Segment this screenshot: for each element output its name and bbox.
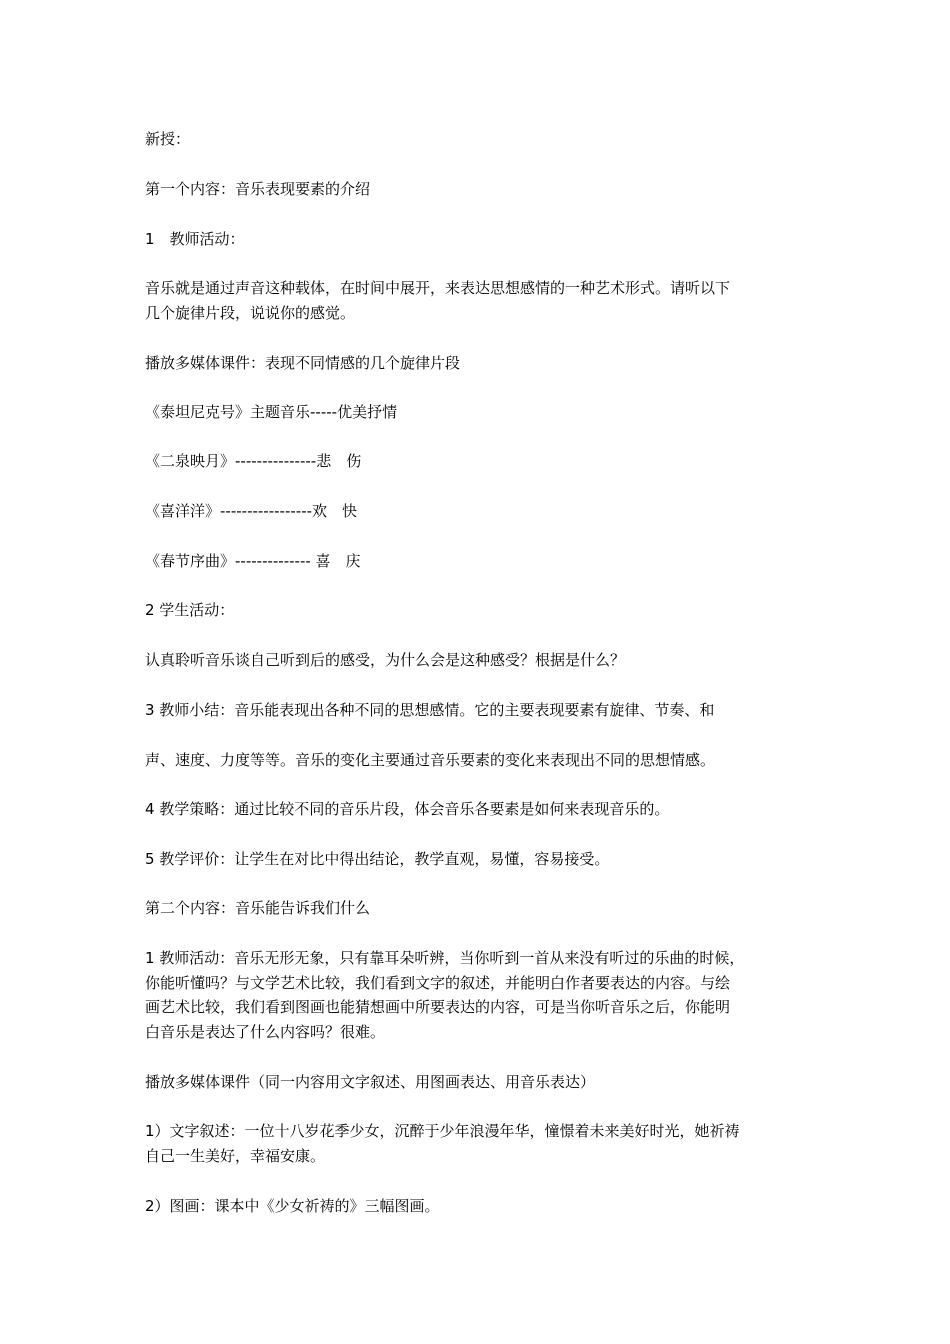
picture-note: 2）图画：课本中《少女祈祷的》三幅图画。 bbox=[145, 1197, 440, 1215]
paragraph-line: 自己一生美好，幸福安康。 bbox=[145, 1146, 326, 1165]
song-item: 《二泉映月》---------------悲 伤 bbox=[145, 452, 362, 470]
section-label: 新授： bbox=[145, 130, 191, 148]
paragraph-line: 你能听懂吗？与文学艺术比较，我们看到文字的叙述，并能明白作者要表达的内容。与绘 bbox=[145, 973, 731, 992]
part2-teacher-paragraph bbox=[145, 946, 810, 1044]
part1-heading: 第一个内容：音乐表现要素的介绍 bbox=[145, 180, 371, 198]
paragraph-line: 1 教师活动：音乐无形无象，只有靠耳朵听辨，当你听到一首从来没有听过的乐曲的时候， bbox=[145, 949, 745, 967]
teaching-strategy: 4 教学策略：通过比较不同的音乐片段，体会音乐各要素是如何来表现音乐的。 bbox=[145, 800, 670, 818]
intro-line: 几个旋律片段，说说你的感觉。 bbox=[145, 303, 356, 322]
song-item: 《春节序曲》-------------- 喜 庆 bbox=[145, 552, 361, 570]
intro-line: 音乐就是通过声音这种载体，在时间中展开，来表达思想感情的一种艺术形式。请听以下 bbox=[145, 279, 731, 297]
song-item: 《喜洋洋》-----------------欢 快 bbox=[145, 502, 358, 520]
multimedia-note: 播放多媒体课件：表现不同情感的几个旋律片段 bbox=[145, 354, 461, 372]
teacher-summary-line: 声、速度、力度等等。音乐的变化主要通过音乐要素的变化来表现出不同的思想情感。 bbox=[145, 751, 716, 769]
paragraph-line: 画艺术比较，我们看到图画也能猜想画中所要表达的内容，可是当你听音乐之后，你能明 bbox=[145, 998, 731, 1016]
part2-heading: 第二个内容：音乐能告诉我们什么 bbox=[145, 899, 371, 917]
student-activity-heading: 2 学生活动： bbox=[145, 601, 235, 619]
teaching-evaluation: 5 教学评价：让学生在对比中得出结论，教学直观，易懂，容易接受。 bbox=[145, 850, 610, 868]
song-item: 《泰坦尼克号》主题音乐-----优美抒情 bbox=[145, 403, 398, 421]
paragraph-line: 白音乐是表达了什么内容吗？很难。 bbox=[145, 1022, 386, 1041]
text-narration-paragraph bbox=[145, 1119, 810, 1168]
paragraph-line: 1）文字叙述：一位十八岁花季少女，沉醉于少年浪漫年华，憧憬着未来美好时光，她祈祷 bbox=[145, 1122, 740, 1140]
student-activity-text: 认真聆听音乐谈自己听到后的感受，为什么会是这种感受？根据是什么？ bbox=[145, 651, 626, 669]
intro-paragraph bbox=[145, 276, 810, 325]
teacher-activity-heading: 1 教师活动： bbox=[145, 230, 245, 248]
part2-multimedia-note: 播放多媒体课件（同一内容用文字叙述、用图画表达、用音乐表达） bbox=[145, 1073, 596, 1091]
teacher-summary-line: 3 教师小结：音乐能表现出各种不同的思想感情。它的主要表现要素有旋律、节奏、和 bbox=[145, 701, 715, 719]
